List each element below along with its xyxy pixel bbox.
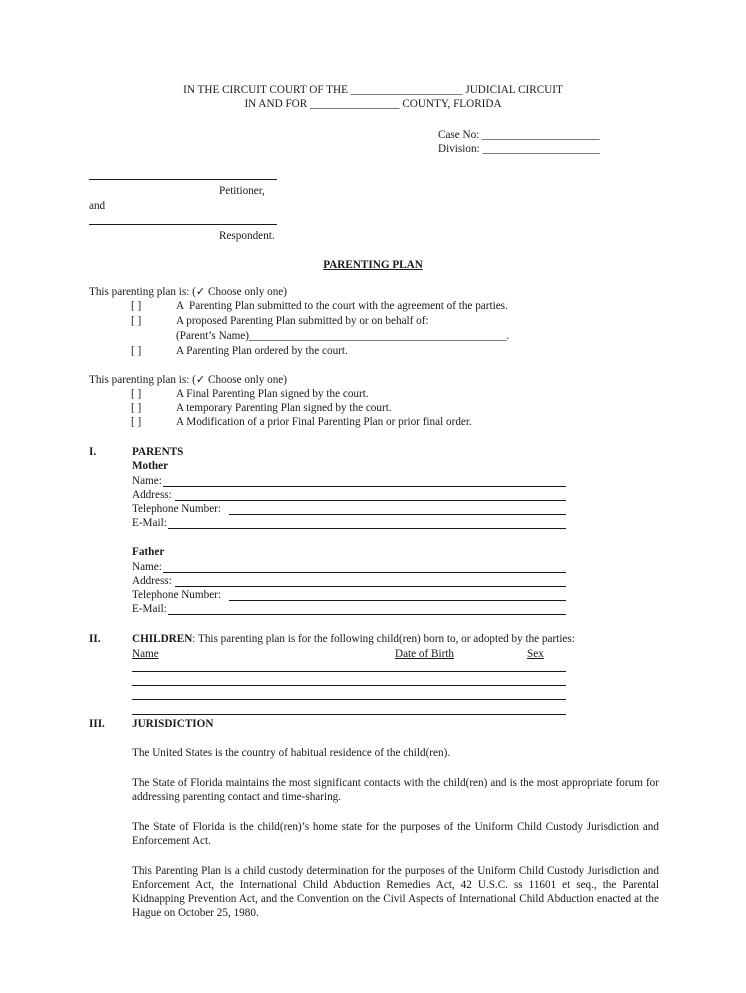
option-parent-name-line: (Parent’s Name)______________________________________________.	[176, 330, 510, 342]
mother-address-line[interactable]	[175, 500, 566, 501]
mother-name-line[interactable]	[163, 486, 566, 487]
checkbox-modification[interactable]: [ ]	[131, 416, 142, 428]
division-field: Division: _____________________	[438, 143, 600, 155]
father-name-line[interactable]	[163, 572, 566, 573]
jurisdiction-paragraph: The United States is the country of habitual residence of the child(ren).	[132, 747, 451, 759]
father-email-line[interactable]	[168, 614, 566, 615]
case-number-field: Case No: _____________________	[438, 129, 600, 141]
father-phone-line[interactable]	[229, 600, 566, 601]
section-1-heading: PARENTS	[132, 446, 184, 458]
and-label: and	[89, 200, 106, 212]
checkbox-agreed-plan[interactable]: [ ]	[131, 300, 142, 312]
plan-status-intro: This parenting plan is: (✓ Choose only one)	[89, 374, 287, 386]
section-3-heading: JURISDICTION	[132, 718, 214, 730]
child-row-line[interactable]	[132, 714, 566, 715]
father-name-label: Name:	[132, 561, 162, 573]
mother-name-label: Name:	[132, 475, 162, 487]
column-sex: Sex	[527, 648, 544, 660]
mother-email-label: E-Mail:	[132, 517, 167, 529]
option-final-plan: A Final Parenting Plan signed by the court.	[176, 388, 369, 400]
option-proposed-plan: A proposed Parenting Plan submitted by or on behalf of:	[176, 315, 429, 327]
column-date-of-birth: Date of Birth	[395, 648, 455, 660]
section-2-line	[132, 632, 575, 646]
father-label: Father	[132, 546, 165, 558]
father-phone-label: Telephone Number:	[132, 589, 221, 601]
child-row-line[interactable]	[132, 699, 566, 700]
jurisdiction-paragraph: This Parenting Plan is a child custody determination for the purposes of the Uniform Child Custody Jurisdiction and Enforcement Act, the International Child Abduction Remedies Act, 42 U.S.C. ss 11601 et seq., the Parental Kidnapping Prevention Act, and the Convention on the Civil Aspects of International Child Abduction enacted at the Hague on October 25, 1980.	[132, 865, 659, 919]
jurisdiction-paragraph: The State of Florida maintains the most significant contacts with the child(ren) and is the most appropriate forum for addressing parenting contact and time-sharing.	[132, 777, 659, 803]
checkbox-ordered-plan[interactable]: [ ]	[131, 345, 142, 357]
court-line-2: IN AND FOR ________________ COUNTY, FLORIDA	[244, 98, 502, 110]
father-address-label: Address:	[132, 575, 172, 587]
respondent-label: Respondent.	[219, 230, 275, 242]
mother-email-line[interactable]	[168, 528, 566, 529]
checkbox-proposed-plan[interactable]: [ ]	[131, 315, 142, 327]
section-2-heading: CHILDREN	[132, 633, 193, 645]
column-name: Name	[132, 648, 159, 660]
section-3-number: III.	[89, 718, 105, 730]
father-address-line[interactable]	[175, 586, 566, 587]
mother-phone-label: Telephone Number:	[132, 503, 221, 515]
section-2-text: : This parenting plan is for the following child(ren) born to, or adopted by the parties:	[192, 633, 575, 645]
petitioner-blank-line	[89, 179, 277, 180]
petitioner-label: Petitioner,	[219, 185, 265, 197]
option-temporary-plan: A temporary Parenting Plan signed by the court.	[176, 402, 392, 414]
section-1-number: I.	[89, 446, 97, 458]
mother-phone-line[interactable]	[229, 514, 566, 515]
section-2-number: II.	[89, 633, 101, 645]
court-line-1: IN THE CIRCUIT COURT OF THE ____________________ JUDICIAL CIRCUIT	[183, 84, 563, 96]
child-row-line[interactable]	[132, 685, 566, 686]
child-row-line[interactable]	[132, 671, 566, 672]
checkbox-final-plan[interactable]: [ ]	[131, 388, 142, 400]
checkbox-temporary-plan[interactable]: [ ]	[131, 402, 142, 414]
option-agreed-plan: A Parenting Plan submitted to the court with the agreement of the parties.	[176, 300, 508, 312]
respondent-blank-line	[89, 224, 277, 225]
option-ordered-plan: A Parenting Plan ordered by the court.	[176, 345, 348, 357]
mother-address-label: Address:	[132, 489, 172, 501]
mother-label: Mother	[132, 460, 169, 472]
father-email-label: E-Mail:	[132, 603, 167, 615]
document-title: PARENTING PLAN	[323, 259, 423, 271]
option-modification: A Modification of a prior Final Parenting Plan or prior final order.	[176, 416, 472, 428]
plan-type-intro: This parenting plan is: (✓ Choose only one)	[89, 286, 287, 298]
jurisdiction-paragraph: The State of Florida is the child(ren)’s home state for the purposes of the Uniform Child Custody Jurisdiction and Enforcement Act.	[132, 821, 659, 847]
